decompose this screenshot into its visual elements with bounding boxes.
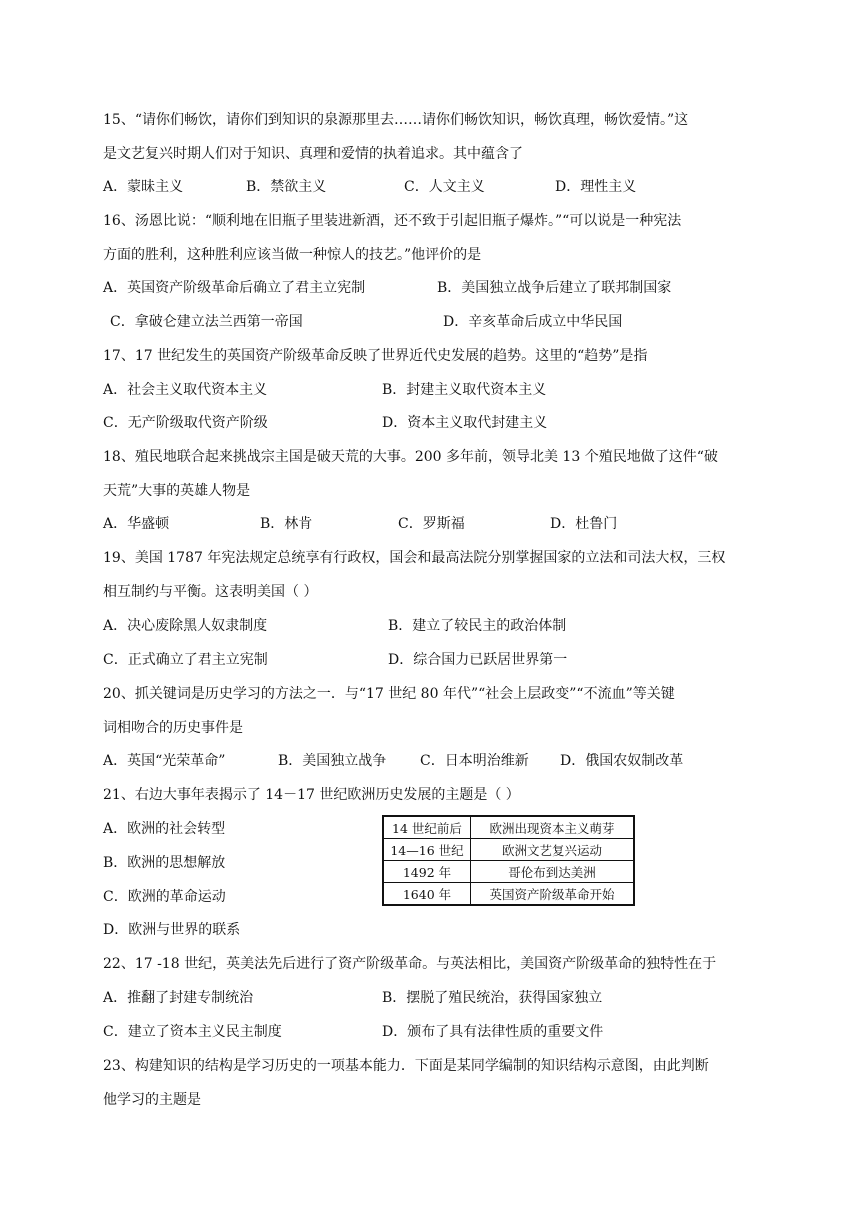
timeline-year: 14 世纪前后	[383, 816, 471, 839]
q19-stem-line2: 相互制约与平衡。这表明美国（ ）	[103, 584, 318, 600]
q15-stem-line2: 是文艺复兴时期人们对于知识、真理和爱情的执着追求。其中蕴含了	[103, 146, 523, 162]
q19-option-d: D．综合国力已跃居世界第一	[388, 652, 568, 668]
q18-option-a: A．华盛顿	[103, 516, 170, 532]
timeline-row	[383, 883, 634, 906]
q17-option-a: A．社会主义取代资本主义	[103, 382, 268, 398]
q19-option-a: A．决心废除黑人奴隶制度	[103, 618, 268, 634]
q23-stem-line1: 23、构建知识的结构是学习历史的一项基本能力．下面是某同学编制的知识结构示意图，由此判断	[103, 1058, 709, 1074]
q15-option-a: A．蒙昧主义	[103, 179, 184, 195]
q21-option-a: A．欧洲的社会转型	[103, 821, 226, 837]
q23-stem-line2: 他学习的主题是	[103, 1092, 201, 1108]
q15-option-d: D．理性主义	[555, 179, 637, 195]
q20-stem-line2: 词相吻合的历史事件是	[103, 720, 243, 736]
q18-stem-line2: 天荒”大事的英雄人物是	[103, 483, 251, 499]
q18-option-c: C．罗斯福	[398, 516, 465, 532]
q18-option-b: B．林肯	[260, 516, 313, 532]
timeline-row	[383, 861, 634, 883]
q17-option-b: B．封建主义取代资本主义	[382, 382, 547, 398]
q18-option-d: D．杜鲁门	[550, 516, 618, 532]
q15-stem-line1: 15、“请你们畅饮，请你们到知识的泉源那里去……请你们畅饮知识，畅饮真理，畅饮爱情。”这	[103, 112, 689, 128]
q16-option-c: C．拿破仑建立法兰西第一帝国	[110, 314, 303, 330]
q16-option-d: D．辛亥革命后成立中华民国	[443, 314, 623, 330]
timeline-year: 1492 年	[383, 861, 471, 883]
q21-option-b: B．欧洲的思想解放	[103, 855, 226, 871]
q20-option-b: B．美国独立战争	[278, 753, 387, 769]
q20-stem-line1: 20、抓关键词是历史学习的方法之一．与“17 世纪 80 年代”“社会上层政变”“不流血”等关键	[103, 686, 675, 702]
timeline-row	[383, 816, 634, 839]
q20-option-c: C．日本明治维新	[420, 753, 529, 769]
q19-option-b: B．建立了较民主的政治体制	[388, 618, 567, 634]
timeline-table	[382, 815, 635, 906]
q19-option-c: C．正式确立了君主立宪制	[103, 652, 268, 668]
q22-option-b: B．摆脱了殖民统治，获得国家独立	[382, 990, 603, 1006]
q15-option-b: B．禁欲主义	[246, 179, 327, 195]
q16-stem-line1: 16、汤恩比说：“顺利地在旧瓶子里装进新酒，还不致于引起旧瓶子爆炸。”“可以说是一种宪法	[103, 213, 682, 229]
q22-option-a: A．推翻了封建专制统治	[103, 990, 254, 1006]
q21-option-d: D．欧洲与世界的联系	[103, 922, 241, 938]
q21-stem-line1: 21、右边大事年表揭示了 14－17 世纪欧洲历史发展的主题是（ ）	[103, 787, 520, 803]
q22-stem-line1: 22、17 -18 世纪，英美法先后进行了资产阶级革命。与英法相比，美国资产阶级革命的独特性在于	[103, 956, 717, 972]
q17-option-d: D．资本主义取代封建主义	[382, 415, 548, 431]
timeline-event: 欧洲文艺复兴运动	[471, 839, 635, 861]
q17-option-c: C．无产阶级取代资产阶级	[103, 415, 268, 431]
q15-option-c: C．人文主义	[404, 179, 485, 195]
q19-stem-line1: 19、美国 1787 年宪法规定总统享有行政权，国会和最高法院分别掌握国家的立法和司法大权，三权	[103, 550, 726, 566]
timeline-event: 哥伦布到达美洲	[471, 861, 635, 883]
q20-option-d: D．俄国农奴制改革	[560, 753, 684, 769]
timeline-row	[383, 839, 634, 861]
q22-option-d: D．颁布了具有法律性质的重要文件	[382, 1024, 604, 1040]
timeline-year: 14—16 世纪	[383, 839, 471, 861]
q16-stem-line2: 方面的胜利，这种胜利应该当做一种惊人的技艺。”他评价的是	[103, 247, 482, 263]
q22-option-c: C．建立了资本主义民主制度	[103, 1024, 282, 1040]
q21-option-c: C．欧洲的革命运动	[103, 889, 226, 905]
q20-option-a: A．英国“光荣革命”	[103, 753, 226, 769]
q18-stem-line1: 18、殖民地联合起来挑战宗主国是破天荒的大事。200 多年前，领导北美 13 个殖民地做了这件“破	[103, 449, 718, 465]
timeline-year: 1640 年	[383, 883, 471, 906]
timeline-event: 英国资产阶级革命开始	[471, 883, 635, 906]
q16-option-b: B．美国独立战争后建立了联邦制国家	[437, 280, 672, 296]
q17-stem-line1: 17、17 世纪发生的英国资产阶级革命反映了世界近代史发展的趋势。这里的“趋势”是指	[103, 348, 648, 364]
timeline-event: 欧洲出现资本主义萌芽	[471, 816, 635, 839]
q16-option-a: A．英国资产阶级革命后确立了君主立宪制	[103, 280, 366, 296]
